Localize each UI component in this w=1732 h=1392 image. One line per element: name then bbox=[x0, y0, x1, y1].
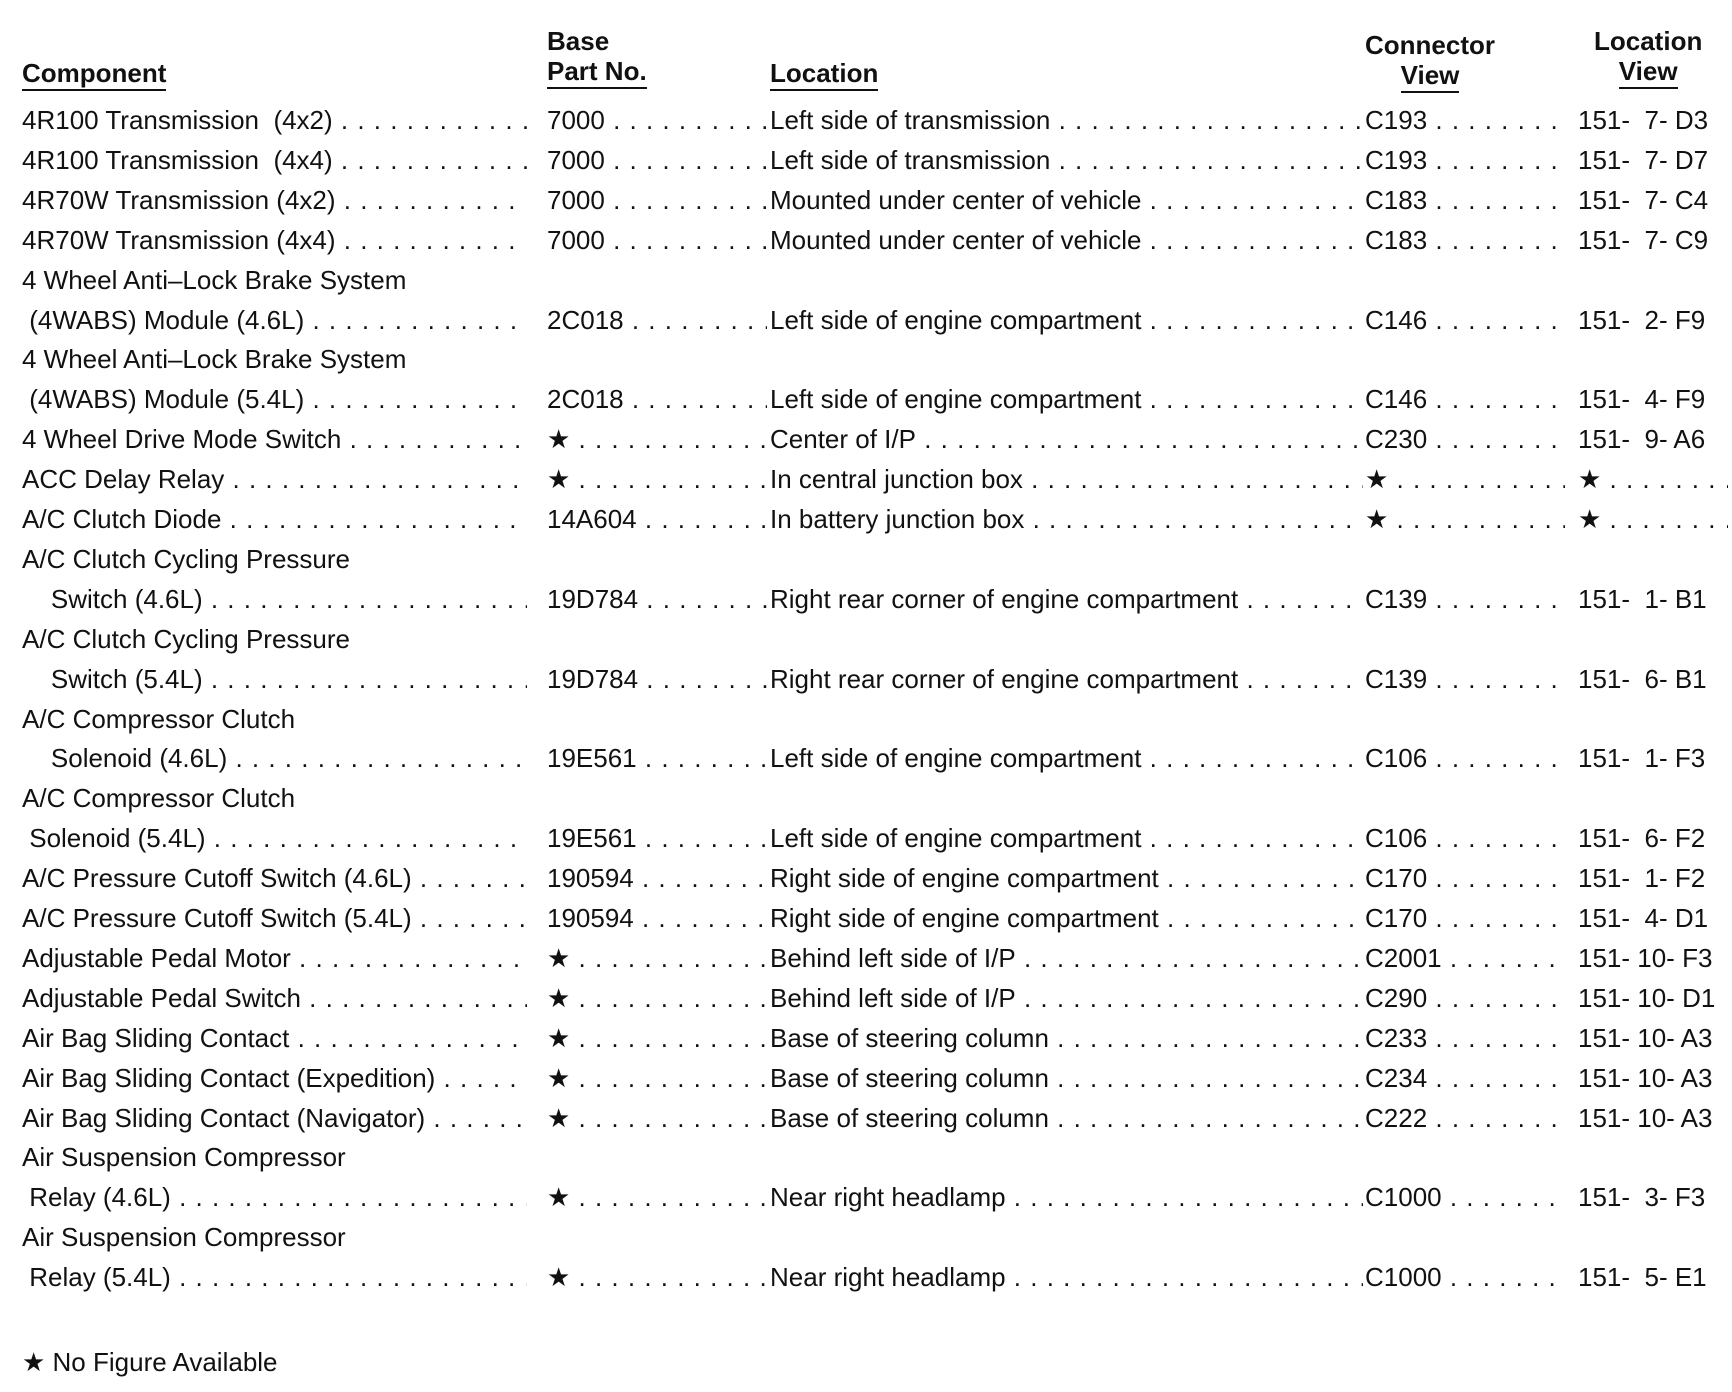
cell-connector bbox=[1365, 778, 1565, 818]
cell-location bbox=[770, 699, 1363, 739]
cell-component: Air Suspension Compressor bbox=[22, 1142, 346, 1173]
cell-part: 7000 . . . bbox=[547, 140, 767, 180]
cell-connector bbox=[1365, 619, 1565, 659]
cell-view: 151- 4- F9 bbox=[1578, 384, 1706, 415]
cell-part: ★ . . . bbox=[547, 1018, 767, 1058]
cell-component: A/C Pressure Cutoff Switch (4.6L) . . . bbox=[22, 858, 527, 898]
cell-component: Air Bag Sliding Contact . . . bbox=[22, 1018, 527, 1058]
table-row bbox=[0, 738, 1732, 778]
cell-location: Left side of transmission . . . bbox=[770, 100, 1363, 140]
cell-location bbox=[770, 339, 1363, 379]
cell-view: 151- 1- F3 bbox=[1578, 743, 1706, 774]
cell-location: Mounted under center of vehicle . . . bbox=[770, 180, 1363, 220]
cell-connector bbox=[1365, 699, 1565, 739]
cell-component: A/C Pressure Cutoff Switch (5.4L) . . . bbox=[22, 898, 527, 938]
cell-part bbox=[547, 778, 767, 818]
table-row bbox=[0, 579, 1732, 619]
cell-connector: C230 . . . bbox=[1365, 419, 1565, 459]
cell-part bbox=[547, 339, 767, 379]
cell-connector: C290 . . . bbox=[1365, 978, 1565, 1018]
cell-connector: C183 . . . bbox=[1365, 220, 1565, 260]
cell-component: Air Bag Sliding Contact (Navigator) . . . bbox=[22, 1098, 527, 1138]
cell-connector: C1000 . . . bbox=[1365, 1257, 1565, 1297]
cell-view: 151- 2- F9 bbox=[1578, 304, 1706, 335]
cell-part: 2C018 . . . bbox=[547, 379, 767, 419]
cell-location bbox=[770, 1217, 1363, 1257]
cell-view: 151- 3- F3 bbox=[1578, 1182, 1706, 1213]
cell-view: 151- 10- D1 bbox=[1578, 982, 1716, 1013]
table-row bbox=[0, 1018, 1732, 1058]
cell-part: 2C018 . . . bbox=[547, 300, 767, 340]
table-row bbox=[0, 379, 1732, 419]
cell-component: (4WABS) Module (4.6L) . . . bbox=[22, 300, 527, 340]
header-location-view-line1: Location bbox=[1594, 26, 1703, 56]
cell-part bbox=[547, 1137, 767, 1177]
cell-view: 151- 7- D7 bbox=[1578, 144, 1709, 175]
cell-location: Left side of engine compartment . . . bbox=[770, 379, 1363, 419]
footnote: ★ No Figure Available bbox=[22, 1347, 278, 1377]
table-row bbox=[0, 619, 1732, 659]
cell-component: Relay (4.6L) . . . bbox=[22, 1177, 527, 1217]
cell-location: Mounted under center of vehicle . . . bbox=[770, 220, 1363, 260]
table-row bbox=[0, 459, 1732, 499]
table-row bbox=[0, 699, 1732, 739]
table-row bbox=[0, 419, 1732, 459]
table-row bbox=[0, 1098, 1732, 1138]
cell-part: ★ . . . bbox=[547, 1058, 767, 1098]
cell-location: Behind left side of I/P . . . bbox=[770, 978, 1363, 1018]
cell-component: 4 Wheel Anti–Lock Brake System bbox=[22, 344, 407, 375]
header-location-view-line2: View bbox=[1619, 56, 1678, 89]
cell-view: 151- 10- A3 bbox=[1578, 1102, 1713, 1133]
table-row bbox=[0, 339, 1732, 379]
cell-view: 151- 1- F2 bbox=[1578, 863, 1706, 894]
cell-component: Adjustable Pedal Switch . . . bbox=[22, 978, 527, 1018]
cell-component: A/C Compressor Clutch bbox=[22, 703, 296, 734]
cell-view: 151- 5- E1 bbox=[1578, 1262, 1707, 1293]
cell-part: 19E561 . . . bbox=[547, 738, 767, 778]
header-base-part-line1: Base bbox=[547, 26, 610, 56]
cell-location: Right side of engine compartment . . . bbox=[770, 898, 1363, 938]
cell-component: A/C Clutch Cycling Pressure bbox=[22, 623, 350, 654]
table-row bbox=[0, 1217, 1732, 1257]
cell-location: Left side of engine compartment . . . bbox=[770, 738, 1363, 778]
cell-view: 151- 10- A3 bbox=[1578, 1062, 1713, 1093]
cell-view: 151- 1- B1 bbox=[1578, 583, 1707, 614]
table-row bbox=[0, 1058, 1732, 1098]
table-row bbox=[0, 539, 1732, 579]
cell-connector: C170 . . . bbox=[1365, 858, 1565, 898]
cell-component: 4R70W Transmission (4x4) . . . bbox=[22, 220, 527, 260]
cell-component: (4WABS) Module (5.4L) . . . bbox=[22, 379, 527, 419]
cell-component: Relay (5.4L) . . . bbox=[22, 1257, 527, 1297]
cell-location bbox=[770, 260, 1363, 300]
cell-location: Near right headlamp . . . bbox=[770, 1257, 1363, 1297]
cell-connector: C193 . . . bbox=[1365, 140, 1565, 180]
cell-part bbox=[547, 699, 767, 739]
cell-view: 151- 4- D1 bbox=[1578, 903, 1709, 933]
cell-view: 151- 7- C9 bbox=[1578, 224, 1709, 255]
cell-location bbox=[770, 1137, 1363, 1177]
cell-part bbox=[547, 1217, 767, 1257]
header-location-label: Location bbox=[770, 58, 878, 91]
cell-part: ★ . . . bbox=[547, 1177, 767, 1217]
cell-component: 4 Wheel Anti–Lock Brake System bbox=[22, 264, 407, 295]
cell-location: Right rear corner of engine compartment . . . bbox=[770, 579, 1363, 619]
cell-view bbox=[1578, 699, 1728, 739]
table-row bbox=[0, 898, 1732, 938]
cell-view bbox=[1578, 1137, 1728, 1177]
cell-view: 151- 7- D3 bbox=[1578, 105, 1709, 135]
cell-connector: C222 . . . bbox=[1365, 1098, 1565, 1138]
table-row bbox=[0, 499, 1732, 539]
cell-part: ★ . . . bbox=[547, 978, 767, 1018]
cell-connector: C193 . . . bbox=[1365, 100, 1565, 140]
table-row bbox=[0, 1137, 1732, 1177]
cell-connector: C170 . . . bbox=[1365, 898, 1565, 938]
cell-component: A/C Clutch Cycling Pressure bbox=[22, 543, 350, 574]
cell-component: Air Bag Sliding Contact (Expedition) . . . bbox=[22, 1058, 527, 1098]
cell-part: 7000 . . . bbox=[547, 180, 767, 220]
cell-component: 4R70W Transmission (4x2) . . . bbox=[22, 180, 527, 220]
cell-component: Solenoid (4.6L) . . . bbox=[22, 738, 527, 778]
table-row bbox=[0, 778, 1732, 818]
cell-location: Left side of engine compartment . . . bbox=[770, 300, 1363, 340]
table-row bbox=[0, 220, 1732, 260]
cell-part: 190594 . . . bbox=[547, 898, 767, 938]
table-row bbox=[0, 938, 1732, 978]
cell-connector: C234 . . . bbox=[1365, 1058, 1565, 1098]
cell-view bbox=[1578, 1217, 1728, 1257]
cell-part: 7000 . . . bbox=[547, 220, 767, 260]
cell-view: 151- 6- B1 bbox=[1578, 663, 1707, 694]
header-connector-line1: Connector bbox=[1365, 30, 1495, 60]
cell-part: ★ . . . bbox=[547, 419, 767, 459]
cell-connector: ★ . . . bbox=[1365, 499, 1565, 539]
table-row bbox=[0, 818, 1732, 858]
cell-part: 19E561 . . . bbox=[547, 818, 767, 858]
cell-component: A/C Clutch Diode . . . bbox=[22, 499, 527, 539]
cell-part: ★ . . . bbox=[547, 1098, 767, 1138]
cell-location: In central junction box . . . bbox=[770, 459, 1363, 499]
cell-component: 4 Wheel Drive Mode Switch . . . bbox=[22, 419, 527, 459]
cell-part: ★ . . . bbox=[547, 459, 767, 499]
cell-view bbox=[1578, 539, 1728, 579]
cell-component: Switch (5.4L) . . . bbox=[22, 659, 527, 699]
cell-location bbox=[770, 778, 1363, 818]
table-row bbox=[0, 140, 1732, 180]
cell-connector: C1000 . . . bbox=[1365, 1177, 1565, 1217]
cell-location: Center of I/P . . . bbox=[770, 419, 1363, 459]
cell-view bbox=[1578, 260, 1728, 300]
cell-connector: C183 . . . bbox=[1365, 180, 1565, 220]
cell-location: In battery junction box . . . bbox=[770, 499, 1363, 539]
cell-component: ACC Delay Relay . . . bbox=[22, 459, 527, 499]
header-location-view bbox=[1594, 26, 1702, 89]
cell-connector bbox=[1365, 539, 1565, 579]
cell-part bbox=[547, 260, 767, 300]
cell-location bbox=[770, 539, 1363, 579]
cell-part: ★ . . . bbox=[547, 1257, 767, 1297]
cell-view: 151- 9- A6 bbox=[1578, 424, 1706, 455]
cell-component: Adjustable Pedal Motor . . . bbox=[22, 938, 527, 978]
cell-component: Switch (4.6L) . . . bbox=[22, 579, 527, 619]
cell-connector: C106 . . . bbox=[1365, 818, 1565, 858]
cell-part: 19D784 . . . bbox=[547, 579, 767, 619]
cell-view: 151- 10- A3 bbox=[1578, 1022, 1713, 1053]
cell-view: ★ . . . bbox=[1578, 459, 1728, 499]
cell-part: 190594 . . . bbox=[547, 858, 767, 898]
cell-connector bbox=[1365, 339, 1565, 379]
cell-connector: C2001 . . . bbox=[1365, 938, 1565, 978]
table-row bbox=[0, 1257, 1732, 1297]
cell-location: Base of steering column . . . bbox=[770, 1098, 1363, 1138]
cell-connector: C139 . . . bbox=[1365, 659, 1565, 699]
cell-part: ★ . . . bbox=[547, 938, 767, 978]
cell-view: 151- 6- F2 bbox=[1578, 823, 1706, 854]
table-row bbox=[0, 180, 1732, 220]
cell-part bbox=[547, 619, 767, 659]
table-row bbox=[0, 1177, 1732, 1217]
cell-connector: C146 . . . bbox=[1365, 379, 1565, 419]
cell-component: 4R100 Transmission (4x2) . . . bbox=[22, 100, 527, 140]
table-row bbox=[0, 978, 1732, 1018]
cell-location: Left side of transmission . . . bbox=[770, 140, 1363, 180]
table-row bbox=[0, 300, 1732, 340]
cell-view bbox=[1578, 619, 1728, 659]
cell-location: Right rear corner of engine compartment . . . bbox=[770, 659, 1363, 699]
header-component-label: Component bbox=[22, 58, 166, 91]
header-base-part-line2: Part No. bbox=[547, 56, 647, 89]
cell-connector: ★ . . . bbox=[1365, 459, 1565, 499]
cell-connector bbox=[1365, 1137, 1565, 1177]
cell-connector bbox=[1365, 260, 1565, 300]
cell-component: A/C Compressor Clutch bbox=[22, 783, 296, 814]
cell-connector: C146 . . . bbox=[1365, 300, 1565, 340]
table-row bbox=[0, 260, 1732, 300]
table-row bbox=[0, 659, 1732, 699]
header-component bbox=[22, 58, 166, 91]
cell-view: 151- 7- C4 bbox=[1578, 184, 1709, 215]
table-row bbox=[0, 858, 1732, 898]
header-connector-line2: View bbox=[1401, 60, 1460, 93]
cell-component: Solenoid (5.4L) . . . bbox=[22, 818, 527, 858]
cell-part bbox=[547, 539, 767, 579]
cell-component: 4R100 Transmission (4x4) . . . bbox=[22, 140, 527, 180]
cell-location: Base of steering column . . . bbox=[770, 1018, 1363, 1058]
header-location bbox=[770, 58, 878, 91]
cell-part: 19D784 . . . bbox=[547, 659, 767, 699]
cell-part: 14A604 . . . bbox=[547, 499, 767, 539]
cell-view: 151- 10- F3 bbox=[1578, 942, 1713, 973]
cell-view bbox=[1578, 778, 1728, 818]
cell-location: Near right headlamp . . . bbox=[770, 1177, 1363, 1217]
cell-location: Behind left side of I/P . . . bbox=[770, 938, 1363, 978]
cell-location: Left side of engine compartment . . . bbox=[770, 818, 1363, 858]
cell-location bbox=[770, 619, 1363, 659]
header-connector-view bbox=[1365, 30, 1495, 93]
cell-view: ★ . . . bbox=[1578, 499, 1728, 539]
cell-component: Air Suspension Compressor bbox=[22, 1222, 346, 1253]
header-base-part bbox=[547, 26, 647, 89]
table-row bbox=[0, 100, 1732, 140]
cell-connector: C139 . . . bbox=[1365, 579, 1565, 619]
cell-view bbox=[1578, 339, 1728, 379]
cell-location: Right side of engine compartment . . . bbox=[770, 858, 1363, 898]
cell-connector bbox=[1365, 1217, 1565, 1257]
cell-connector: C106 . . . bbox=[1365, 738, 1565, 778]
cell-part: 7000 . . . bbox=[547, 100, 767, 140]
cell-location: Base of steering column . . . bbox=[770, 1058, 1363, 1098]
cell-connector: C233 . . . bbox=[1365, 1018, 1565, 1058]
